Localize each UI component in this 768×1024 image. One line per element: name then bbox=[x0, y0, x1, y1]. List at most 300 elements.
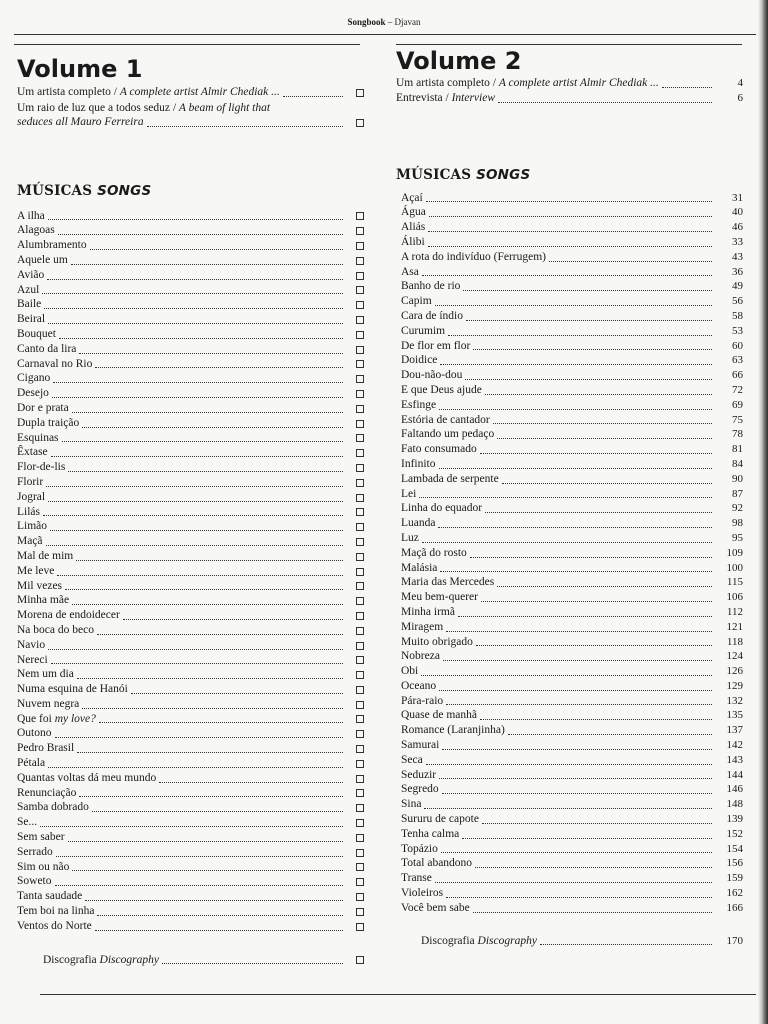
page-number: 90 bbox=[732, 472, 743, 485]
page-number: 166 bbox=[726, 901, 743, 914]
checkbox-icon bbox=[356, 656, 364, 664]
vol1-song-entry[interactable] bbox=[17, 371, 364, 386]
vol2-song-entry[interactable] bbox=[401, 531, 743, 546]
vol1-song-entry[interactable] bbox=[17, 653, 364, 668]
song-title: Infinito bbox=[401, 457, 436, 470]
vol1-song-entry[interactable] bbox=[17, 667, 364, 682]
running-header bbox=[0, 17, 768, 27]
vol1-song-entry[interactable] bbox=[17, 534, 364, 549]
vol1-song-entry[interactable] bbox=[17, 460, 364, 475]
page-number: 118 bbox=[726, 635, 743, 648]
checkbox-icon bbox=[356, 760, 364, 768]
song-title: Tem boi na linha bbox=[17, 905, 95, 918]
page-number: 142 bbox=[726, 739, 743, 752]
volume2-title: Volume 2 bbox=[396, 47, 522, 75]
vol1-song-entry[interactable] bbox=[17, 815, 364, 830]
song-title: Canto da lira bbox=[17, 342, 77, 355]
song-title: Capim bbox=[401, 295, 432, 308]
song-title: Transe bbox=[401, 872, 432, 885]
page-number: 135 bbox=[726, 709, 743, 722]
vol2-song-entry[interactable] bbox=[401, 398, 743, 413]
vol1-song-entry[interactable] bbox=[17, 253, 364, 268]
vol2-song-entry[interactable] bbox=[401, 856, 743, 871]
vol2-song-entry[interactable] bbox=[401, 842, 743, 857]
song-title: Seca bbox=[401, 753, 423, 766]
vol2-song-entry[interactable] bbox=[401, 738, 743, 753]
page-number: 109 bbox=[726, 546, 743, 559]
checkbox-icon bbox=[356, 272, 364, 280]
song-title: Seduzir bbox=[401, 768, 437, 781]
checkbox-icon bbox=[356, 301, 364, 309]
page-edge-shadow bbox=[758, 0, 768, 1024]
checkbox-icon bbox=[356, 627, 364, 635]
volume1-column bbox=[17, 55, 364, 967]
page-number: 132 bbox=[726, 694, 743, 707]
vol1-song-entry[interactable] bbox=[17, 209, 364, 224]
vol1-song-entry[interactable] bbox=[17, 919, 364, 934]
vol2-intro-chediak[interactable]: Um artista completo / A complete artist Almir Chediak ... 4 bbox=[396, 77, 743, 89]
vol2-song-entry[interactable] bbox=[401, 427, 743, 442]
vol2-song-entry[interactable] bbox=[401, 279, 743, 294]
song-title: Água bbox=[401, 206, 426, 219]
song-title: Curumim bbox=[401, 324, 446, 337]
page-number: 92 bbox=[732, 502, 743, 515]
vol2-song-entry[interactable] bbox=[401, 753, 743, 768]
page-number: 72 bbox=[732, 383, 743, 396]
song-title: Açaí bbox=[401, 191, 423, 204]
song-title: Maçã bbox=[17, 535, 43, 548]
vol2-song-entry[interactable] bbox=[401, 457, 743, 472]
page-number: 112 bbox=[726, 605, 743, 618]
song-title: Tanta saudade bbox=[17, 890, 83, 903]
checkbox-icon bbox=[356, 346, 364, 354]
vol2-intro-interview[interactable]: Entrevista / Interview 6 bbox=[396, 91, 743, 104]
vol1-song-entry[interactable] bbox=[17, 874, 364, 889]
vol2-song-entry[interactable] bbox=[401, 694, 743, 709]
checkbox-icon bbox=[356, 956, 364, 964]
song-title: Me leve bbox=[17, 564, 55, 577]
song-title: Samurai bbox=[401, 739, 440, 752]
vol2-title-rule bbox=[396, 44, 742, 45]
page-number: 159 bbox=[726, 872, 743, 885]
song-title: Numa esquina de Hanói bbox=[17, 683, 128, 696]
vol1-song-entry[interactable] bbox=[17, 297, 364, 312]
song-title: A ilha bbox=[17, 209, 45, 222]
song-title: Sim ou não bbox=[17, 860, 70, 873]
vol2-song-entry[interactable] bbox=[401, 708, 743, 723]
song-title: Esquinas bbox=[17, 431, 59, 444]
song-title: Samba dobrado bbox=[17, 801, 89, 814]
song-title: Dou-não-dou bbox=[401, 369, 463, 382]
song-title: Maçã do rosto bbox=[401, 546, 467, 559]
song-title: Flor-de-lis bbox=[17, 461, 66, 474]
page-number: 143 bbox=[726, 753, 743, 766]
vol1-song-entry[interactable] bbox=[17, 623, 364, 638]
checkbox-icon bbox=[356, 834, 364, 842]
vol1-song-entry[interactable] bbox=[17, 786, 364, 801]
vol1-song-entry[interactable] bbox=[17, 697, 364, 712]
vol1-song-entry[interactable] bbox=[17, 726, 364, 741]
song-title: Serrado bbox=[17, 845, 53, 858]
vol2-song-entry[interactable] bbox=[401, 575, 743, 590]
page-number: 146 bbox=[726, 783, 743, 796]
song-title: Lilás bbox=[17, 505, 40, 518]
song-title: Nuvem negra bbox=[17, 697, 80, 710]
song-title: Cara de índio bbox=[401, 309, 463, 322]
checkbox-icon bbox=[356, 730, 364, 738]
checkbox-icon bbox=[356, 819, 364, 827]
song-title: Luz bbox=[401, 531, 419, 544]
checkbox-icon bbox=[356, 494, 364, 502]
song-title: Banho de rio bbox=[401, 280, 461, 293]
checkbox-icon bbox=[356, 908, 364, 916]
song-title: Dupla traição bbox=[17, 416, 80, 429]
vol1-song-entry[interactable] bbox=[17, 593, 364, 608]
song-title: Pedro Brasil bbox=[17, 742, 75, 755]
vol2-song-entry[interactable] bbox=[401, 590, 743, 605]
song-title: Sem saber bbox=[17, 831, 65, 844]
header-artist: Djavan bbox=[394, 17, 421, 27]
vol1-song-entry[interactable] bbox=[17, 505, 364, 520]
vol2-song-entry[interactable] bbox=[401, 339, 743, 354]
checkbox-icon bbox=[356, 286, 364, 294]
vol1-song-entry[interactable] bbox=[17, 638, 364, 653]
vol2-song-entry[interactable] bbox=[401, 383, 743, 398]
song-title: Quase de manhã bbox=[401, 709, 477, 722]
page-number: 58 bbox=[732, 309, 743, 322]
vol2-song-entry[interactable] bbox=[401, 191, 743, 206]
checkbox-icon bbox=[356, 701, 364, 709]
checkbox-icon bbox=[356, 715, 364, 723]
vol1-song-entry[interactable] bbox=[17, 845, 364, 860]
song-title: Na boca do beco bbox=[17, 623, 94, 636]
vol1-song-entry[interactable] bbox=[17, 800, 364, 815]
song-title: Carnaval no Rio bbox=[17, 357, 93, 370]
checkbox-icon bbox=[356, 804, 364, 812]
checkbox-icon bbox=[356, 568, 364, 576]
song-title: Limão bbox=[17, 520, 48, 533]
page-number: 95 bbox=[732, 531, 743, 544]
vol2-song-entry[interactable] bbox=[401, 472, 743, 487]
header-book: Songbook bbox=[347, 17, 386, 27]
checkbox-icon bbox=[356, 212, 364, 220]
page-number: 100 bbox=[726, 561, 743, 574]
vol1-song-entry[interactable] bbox=[17, 712, 364, 727]
page-number: 115 bbox=[726, 576, 743, 589]
vol2-song-entry[interactable] bbox=[401, 442, 743, 457]
page-number: 144 bbox=[726, 768, 743, 781]
page-number: 43 bbox=[732, 250, 743, 263]
page-number: 98 bbox=[732, 517, 743, 530]
vol1-song-entry[interactable] bbox=[17, 682, 364, 697]
vol1-song-entry[interactable] bbox=[17, 268, 364, 283]
vol2-song-entry[interactable] bbox=[401, 235, 743, 250]
song-title: Maria das Mercedes bbox=[401, 576, 495, 589]
song-title: Cigano bbox=[17, 372, 51, 385]
checkbox-icon bbox=[356, 479, 364, 487]
vol2-song-entry[interactable] bbox=[401, 664, 743, 679]
vol2-song-entry[interactable] bbox=[401, 309, 743, 324]
header-rule bbox=[14, 34, 756, 35]
footer-rule bbox=[40, 994, 756, 995]
vol1-discography[interactable]: Discografia Discography bbox=[17, 953, 364, 968]
vol2-song-entry[interactable] bbox=[401, 546, 743, 561]
song-title: Nem um dia bbox=[17, 668, 74, 681]
checkbox-icon bbox=[356, 242, 364, 250]
vol1-song-entry[interactable] bbox=[17, 327, 364, 342]
song-title: Se... bbox=[17, 816, 38, 829]
page-number: 129 bbox=[726, 679, 743, 692]
song-title: Renunciação bbox=[17, 786, 77, 799]
page-number: 121 bbox=[726, 620, 743, 633]
page-number: 126 bbox=[726, 665, 743, 678]
song-title: Luanda bbox=[401, 517, 436, 530]
checkbox-icon bbox=[356, 642, 364, 650]
song-title: Esfinge bbox=[401, 398, 437, 411]
song-title: Florir bbox=[17, 475, 44, 488]
checkbox-icon bbox=[356, 375, 364, 383]
song-title: Álibi bbox=[401, 235, 425, 248]
checkbox-icon bbox=[356, 119, 364, 127]
checkbox-icon bbox=[356, 257, 364, 265]
song-title: Lei bbox=[401, 487, 417, 500]
vol2-song-entry[interactable] bbox=[401, 516, 743, 531]
vol2-song-entry[interactable] bbox=[401, 782, 743, 797]
song-title: Alagoas bbox=[17, 224, 55, 237]
vol2-song-entry[interactable] bbox=[401, 679, 743, 694]
vol1-song-entry[interactable] bbox=[17, 475, 364, 490]
song-title: Miragem bbox=[401, 620, 444, 633]
song-title: Malásia bbox=[401, 561, 438, 574]
song-title: Total abandono bbox=[401, 857, 473, 870]
page-number: 40 bbox=[732, 206, 743, 219]
vol2-song-entry[interactable] bbox=[401, 413, 743, 428]
page-number: 63 bbox=[732, 354, 743, 367]
page-number: 162 bbox=[726, 887, 743, 900]
vol2-song-entry[interactable] bbox=[401, 620, 743, 635]
header-separator: – bbox=[387, 17, 393, 27]
vol2-song-entry[interactable] bbox=[401, 649, 743, 664]
vol2-song-entry[interactable] bbox=[401, 723, 743, 738]
vol1-song-entry[interactable] bbox=[17, 401, 364, 416]
song-title: Aliás bbox=[401, 221, 426, 234]
song-title: Pára-raio bbox=[401, 694, 444, 707]
song-title: Meu bem-querer bbox=[401, 591, 478, 604]
vol1-song-entry[interactable] bbox=[17, 238, 364, 253]
vol1-song-entry[interactable] bbox=[17, 904, 364, 919]
checkbox-icon bbox=[356, 612, 364, 620]
vol2-song-entry[interactable] bbox=[401, 265, 743, 280]
vol1-intro-chediak[interactable]: Um artista completo / A complete artist Almir Chediak ... bbox=[17, 85, 364, 100]
checkbox-icon bbox=[356, 775, 364, 783]
checkbox-icon bbox=[356, 464, 364, 472]
page-number: 106 bbox=[726, 591, 743, 604]
page-number: 49 bbox=[732, 280, 743, 293]
vol2-song-entry[interactable] bbox=[401, 635, 743, 650]
checkbox-icon bbox=[356, 508, 364, 516]
vol1-song-entry[interactable] bbox=[17, 889, 364, 904]
checkbox-icon bbox=[356, 434, 364, 442]
page-number: 75 bbox=[732, 413, 743, 426]
checkbox-icon bbox=[356, 331, 364, 339]
checkbox-icon bbox=[356, 316, 364, 324]
checkbox-icon bbox=[356, 405, 364, 413]
vol1-song-entry[interactable] bbox=[17, 860, 364, 875]
vol2-song-entry[interactable] bbox=[401, 205, 743, 220]
vol2-song-entry[interactable] bbox=[401, 353, 743, 368]
song-title: Doidice bbox=[401, 354, 438, 367]
page-number: 56 bbox=[732, 295, 743, 308]
page-number: 33 bbox=[732, 235, 743, 248]
song-title: De flor em flor bbox=[401, 339, 471, 352]
song-title: Muito obrigado bbox=[401, 635, 473, 648]
song-title: Baile bbox=[17, 298, 42, 311]
vol2-songs-heading: MÚSICAS SONGS bbox=[396, 166, 531, 183]
vol1-song-entry[interactable] bbox=[17, 342, 364, 357]
vol1-song-entry[interactable] bbox=[17, 608, 364, 623]
vol1-song-entry[interactable] bbox=[17, 549, 364, 564]
checkbox-icon bbox=[356, 878, 364, 886]
page-number: 87 bbox=[732, 487, 743, 500]
song-title: Azul bbox=[17, 283, 40, 296]
vol2-song-entry[interactable] bbox=[401, 605, 743, 620]
vol1-song-entry[interactable] bbox=[17, 357, 364, 372]
vol1-song-entry[interactable] bbox=[17, 771, 364, 786]
vol1-song-list bbox=[17, 209, 364, 934]
song-title: Desejo bbox=[17, 387, 49, 400]
vol1-song-entry[interactable] bbox=[17, 741, 364, 756]
checkbox-icon bbox=[356, 582, 364, 590]
vol2-song-entry[interactable] bbox=[401, 886, 743, 901]
song-title: Nobreza bbox=[401, 650, 440, 663]
song-title: Linha do equador bbox=[401, 502, 483, 515]
song-title: Obi bbox=[401, 665, 419, 678]
vol1-song-entry[interactable] bbox=[17, 223, 364, 238]
vol1-song-entry[interactable] bbox=[17, 490, 364, 505]
checkbox-icon bbox=[356, 523, 364, 531]
page-number: 60 bbox=[732, 339, 743, 352]
checkbox-icon bbox=[356, 227, 364, 235]
song-title: Morena de endoidecer bbox=[17, 609, 120, 622]
vol1-song-entry[interactable] bbox=[17, 445, 364, 460]
checkbox-icon bbox=[356, 893, 364, 901]
checkbox-icon bbox=[356, 538, 364, 546]
vol2-song-entry[interactable] bbox=[401, 368, 743, 383]
vol2-song-entry[interactable] bbox=[401, 561, 743, 576]
page-number: 53 bbox=[732, 324, 743, 337]
checkbox-icon bbox=[356, 89, 364, 97]
checkbox-icon bbox=[356, 849, 364, 857]
song-title: Violeiros bbox=[401, 887, 444, 900]
vol2-song-entry[interactable] bbox=[401, 812, 743, 827]
vol1-song-entry[interactable] bbox=[17, 756, 364, 771]
checkbox-icon bbox=[356, 449, 364, 457]
vol1-title-rule bbox=[14, 44, 360, 45]
page-number: 46 bbox=[732, 221, 743, 234]
song-title: Ventos do Norte bbox=[17, 919, 92, 932]
song-title: Pétala bbox=[17, 757, 46, 770]
page-number: 139 bbox=[726, 813, 743, 826]
vol2-song-entry[interactable] bbox=[401, 501, 743, 516]
vol2-song-entry[interactable] bbox=[401, 220, 743, 235]
song-title: Navio bbox=[17, 638, 46, 651]
checkbox-icon bbox=[356, 789, 364, 797]
vol2-song-entry[interactable] bbox=[401, 487, 743, 502]
vol2-song-list bbox=[396, 191, 743, 916]
song-title: Dor e prata bbox=[17, 401, 69, 414]
song-title: Que foi my love? bbox=[17, 712, 96, 725]
vol2-song-entry[interactable] bbox=[401, 797, 743, 812]
page-number: 137 bbox=[726, 724, 743, 737]
song-title: Jogral bbox=[17, 490, 46, 503]
volume1-title: Volume 1 bbox=[17, 55, 143, 83]
checkbox-icon bbox=[356, 360, 364, 368]
song-title: Nereci bbox=[17, 653, 48, 666]
vol1-song-entry[interactable] bbox=[17, 431, 364, 446]
vol2-song-entry[interactable] bbox=[401, 827, 743, 842]
checkbox-icon bbox=[356, 671, 364, 679]
vol2-song-entry[interactable] bbox=[401, 324, 743, 339]
vol1-song-entry[interactable] bbox=[17, 579, 364, 594]
song-title: Sururu de capote bbox=[401, 813, 479, 826]
checkbox-icon bbox=[356, 597, 364, 605]
vol1-song-entry[interactable] bbox=[17, 386, 364, 401]
song-title: Minha irmã bbox=[401, 605, 455, 618]
song-title: Bouquet bbox=[17, 327, 56, 340]
song-title: Minha mãe bbox=[17, 594, 70, 607]
checkbox-icon bbox=[356, 923, 364, 931]
song-title: Asa bbox=[401, 265, 419, 278]
song-title: Romance (Laranjinha) bbox=[401, 724, 505, 737]
page-number: 154 bbox=[726, 842, 743, 855]
vol1-song-entry[interactable] bbox=[17, 564, 364, 579]
song-title: Fato consumado bbox=[401, 443, 477, 456]
page-number: 152 bbox=[726, 827, 743, 840]
page-number: 36 bbox=[732, 265, 743, 278]
song-title: Alumbramento bbox=[17, 239, 87, 252]
song-title: Oceano bbox=[401, 679, 437, 692]
vol2-song-entry[interactable] bbox=[401, 768, 743, 783]
song-title: Mil vezes bbox=[17, 579, 63, 592]
vol1-song-entry[interactable] bbox=[17, 312, 364, 327]
song-title: Tenha calma bbox=[401, 827, 460, 840]
page-number: 78 bbox=[732, 428, 743, 441]
vol2-discography[interactable]: Discografia Discography 170 bbox=[421, 934, 743, 947]
vol1-song-entry[interactable] bbox=[17, 416, 364, 431]
vol2-song-entry[interactable] bbox=[401, 871, 743, 886]
checkbox-icon bbox=[356, 420, 364, 428]
vol2-song-entry[interactable] bbox=[401, 901, 743, 916]
vol1-song-entry[interactable] bbox=[17, 830, 364, 845]
song-title: Quantas voltas dá meu mundo bbox=[17, 771, 157, 784]
song-title: Mal de mim bbox=[17, 549, 74, 562]
checkbox-icon bbox=[356, 745, 364, 753]
vol1-song-entry[interactable] bbox=[17, 519, 364, 534]
vol2-song-entry[interactable] bbox=[401, 250, 743, 265]
checkbox-icon bbox=[356, 390, 364, 398]
song-title: Faltando um pedaço bbox=[401, 428, 495, 441]
page-number: 69 bbox=[732, 398, 743, 411]
vol2-song-entry[interactable] bbox=[401, 294, 743, 309]
page-number: 84 bbox=[732, 457, 743, 470]
vol1-intro-ferreira[interactable]: Um raio de luz que a todos seduz / A beam of light that seduces all Mauro Ferreira bbox=[17, 101, 364, 130]
page-number: 31 bbox=[732, 191, 743, 204]
song-title: E que Deus ajude bbox=[401, 383, 482, 396]
vol1-song-entry[interactable] bbox=[17, 283, 364, 298]
song-title: Outono bbox=[17, 727, 52, 740]
song-title: Êxtase bbox=[17, 446, 48, 459]
song-title: A rota do indivíduo (Ferrugem) bbox=[401, 250, 547, 263]
